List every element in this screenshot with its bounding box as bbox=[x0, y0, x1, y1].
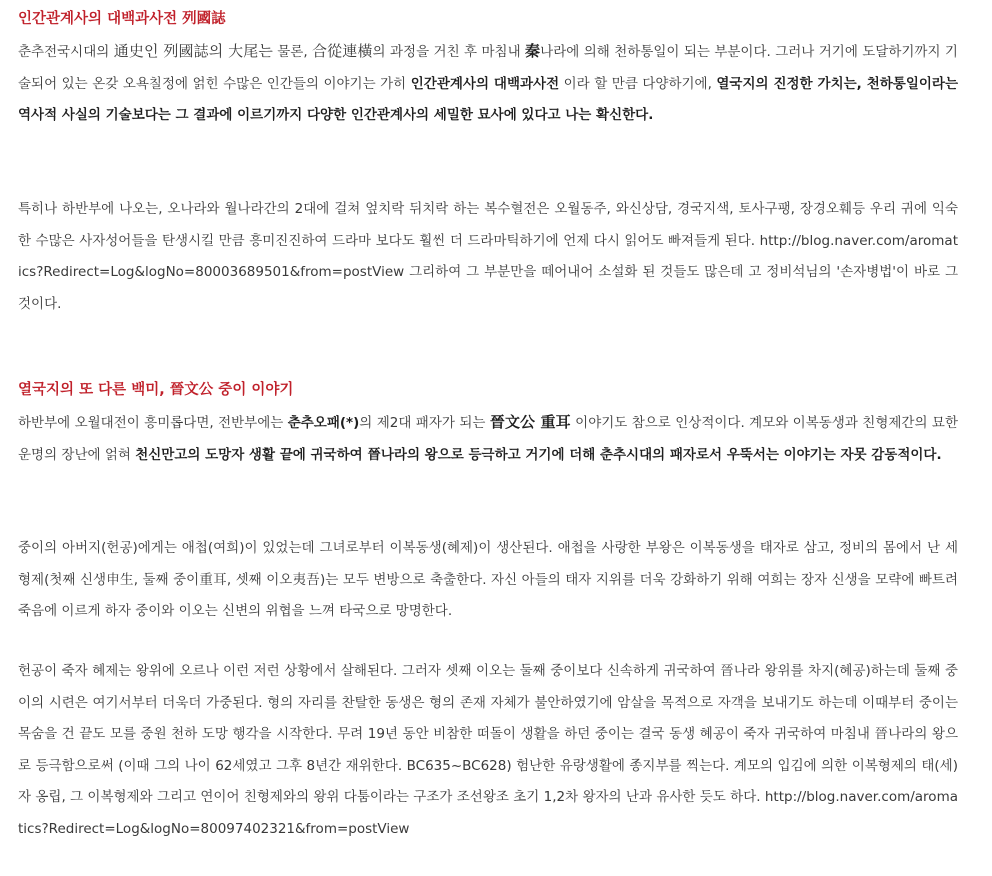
section-heading-2: 열국지의 또 다른 백미, 晉文公 중이 이야기 bbox=[18, 382, 294, 398]
text-run: 合從連橫 bbox=[312, 42, 373, 60]
text-run: 헌공이 죽자 혜제는 왕위에 오르나 이런 저런 상황에서 살해된다. 그러자 셋째 이오는 둘째 중이보다 신속하게 귀국하여 晉나라 왕위를 차지(혜공)하는데 둘째 중이의 시련은 여기서부터 더욱더 가중된다. 형의 자리를 찬탈한 동생은 형의 존재 자체가 불안하였기에 암살을 목적으로 자객을 보내기도 하는데 이때부터 중이는 목숨을 건 끝도 모를 중원 천하 도망 행각을 시작한다. 무려 19년 동안 비참한 떠돌이 생활을 하던 중이는 결국 동생 혜공이 죽자 귀국하여 마침내 晉나라의 왕으로 등극함으로써 (이때 그의 나이 62세였고 그후 8년간 재위한다. BC635~BC628) 험난한 유랑생활에 종지부를 찍는다. 계모의 입김에 의한 이복형제의 태(세)자 옹립, 그 이복형제와 그리고 연이어 친형제와의 왕위 다툼이라는 구조가 조선왕조 초기 1,2차 왕자의 난과 유사한 듯도 하다. bbox=[18, 663, 958, 805]
text-run: 이야기도 참으로 인상적이다. 계모와 이복동생과 친형제간의 묘한 운명의 장난에 얽혀 bbox=[18, 415, 958, 463]
text-run-bold: 열국지의 진정한 가치는, 천하통일이라는 역사적 사실의 기술보다는 그 결과에 이르기까지 다양한 인간관계사의 세밀한 묘사에 있다고 나는 확신한다. bbox=[18, 75, 958, 123]
paragraph-revenge bbox=[18, 194, 958, 320]
text-run-bold: 秦 bbox=[525, 42, 541, 60]
text-run: 通史인 列國誌의 大尾는 bbox=[113, 42, 273, 60]
text-run: 특히나 하반부에 나오는, 오나라와 월나라간의 2대에 걸쳐 엎치락 뒤치락 하는 복수혈전은 오월동주, 와신상담, 경국지색, 토사구팽, 장경오훼등 우리 귀에 익숙한 수많은 사자성어들을 탄생시킬 만큼 흥미진진하여 드라마 보다도 훨씬 더 드라마틱하기에 언제 다시 읽어도 빠져들게 된다. bbox=[18, 201, 958, 249]
text-run-bold: 천신만고의 도망자 생활 끝에 귀국하여 晉나라의 왕으로 등극하고 거기에 더해 춘추시대의 패자로서 우뚝서는 이야기는 자못 감동적이다. bbox=[135, 446, 942, 463]
text-run: 그리하여 그 부분만을 떼어내어 소설화 된 것들도 많은데 고 정비석님의 '손자병법'이 바로 그것이다. bbox=[18, 264, 958, 312]
text-run: 나라에 의해 천하통일이 되는 부분이다. 그러나 거기에 도달하기까지 기술되어 있는 온갖 오욕칠정에 얽힌 수많은 인간들의 이야기는 가히 bbox=[18, 44, 958, 92]
text-run: 이라 할 만큼 다양하기에, bbox=[559, 75, 717, 92]
paragraph-family: 중이의 아버지(헌공)에게는 애첩(여희)이 있었는데 그녀로부터 이복동생(혜제)이 생산된다. 애첩을 사랑한 부왕은 이복동생을 태자로 삼고, 정비의 몸에서 난 세 형제(첫째 신생申生, 둘째 중이重耳, 셋째 이오夷吾)는 모두 변방으로 축출한다. 자신 아들의 태자 지위를 더욱 강화하기 위해 여희는 장자 신생을 모략에 빠트려 죽음에 이르게 하자 중이와 이오는 신변의 위협을 느껴 타국으로 망명한다. bbox=[18, 540, 958, 619]
text-run: 물론, bbox=[272, 44, 313, 60]
text-run-bold: 인간관계사의 대백과사전 bbox=[410, 75, 560, 92]
text-run-bold: 晉文公 重耳 bbox=[489, 413, 571, 431]
text-run: 하반부에 오월대전이 흥미롭다면, 전반부에는 bbox=[18, 415, 288, 431]
text-run: 의 과정을 거친 후 마침내 bbox=[372, 44, 526, 60]
text-run-bold: 춘추오패(*) bbox=[287, 415, 360, 431]
text-run: 춘추전국시대의 bbox=[18, 44, 114, 60]
paragraph-intro bbox=[18, 36, 958, 132]
section-heading-1: 인간관계사의 대백과사전 列國誌 bbox=[18, 11, 226, 27]
blog-link-2[interactable]: http://blog.naver.com/aromatics?Redirect=Log&logNo=80097402321&from=postView bbox=[18, 789, 958, 837]
blog-link-1[interactable]: http://blog.naver.com/aromatics?Redirect=Log&logNo=80003689501&from=postView bbox=[18, 232, 958, 280]
paragraph-exile bbox=[18, 656, 958, 845]
text-run: 의 제2대 패자가 되는 bbox=[359, 415, 490, 431]
paragraph-jinwen bbox=[18, 407, 958, 471]
